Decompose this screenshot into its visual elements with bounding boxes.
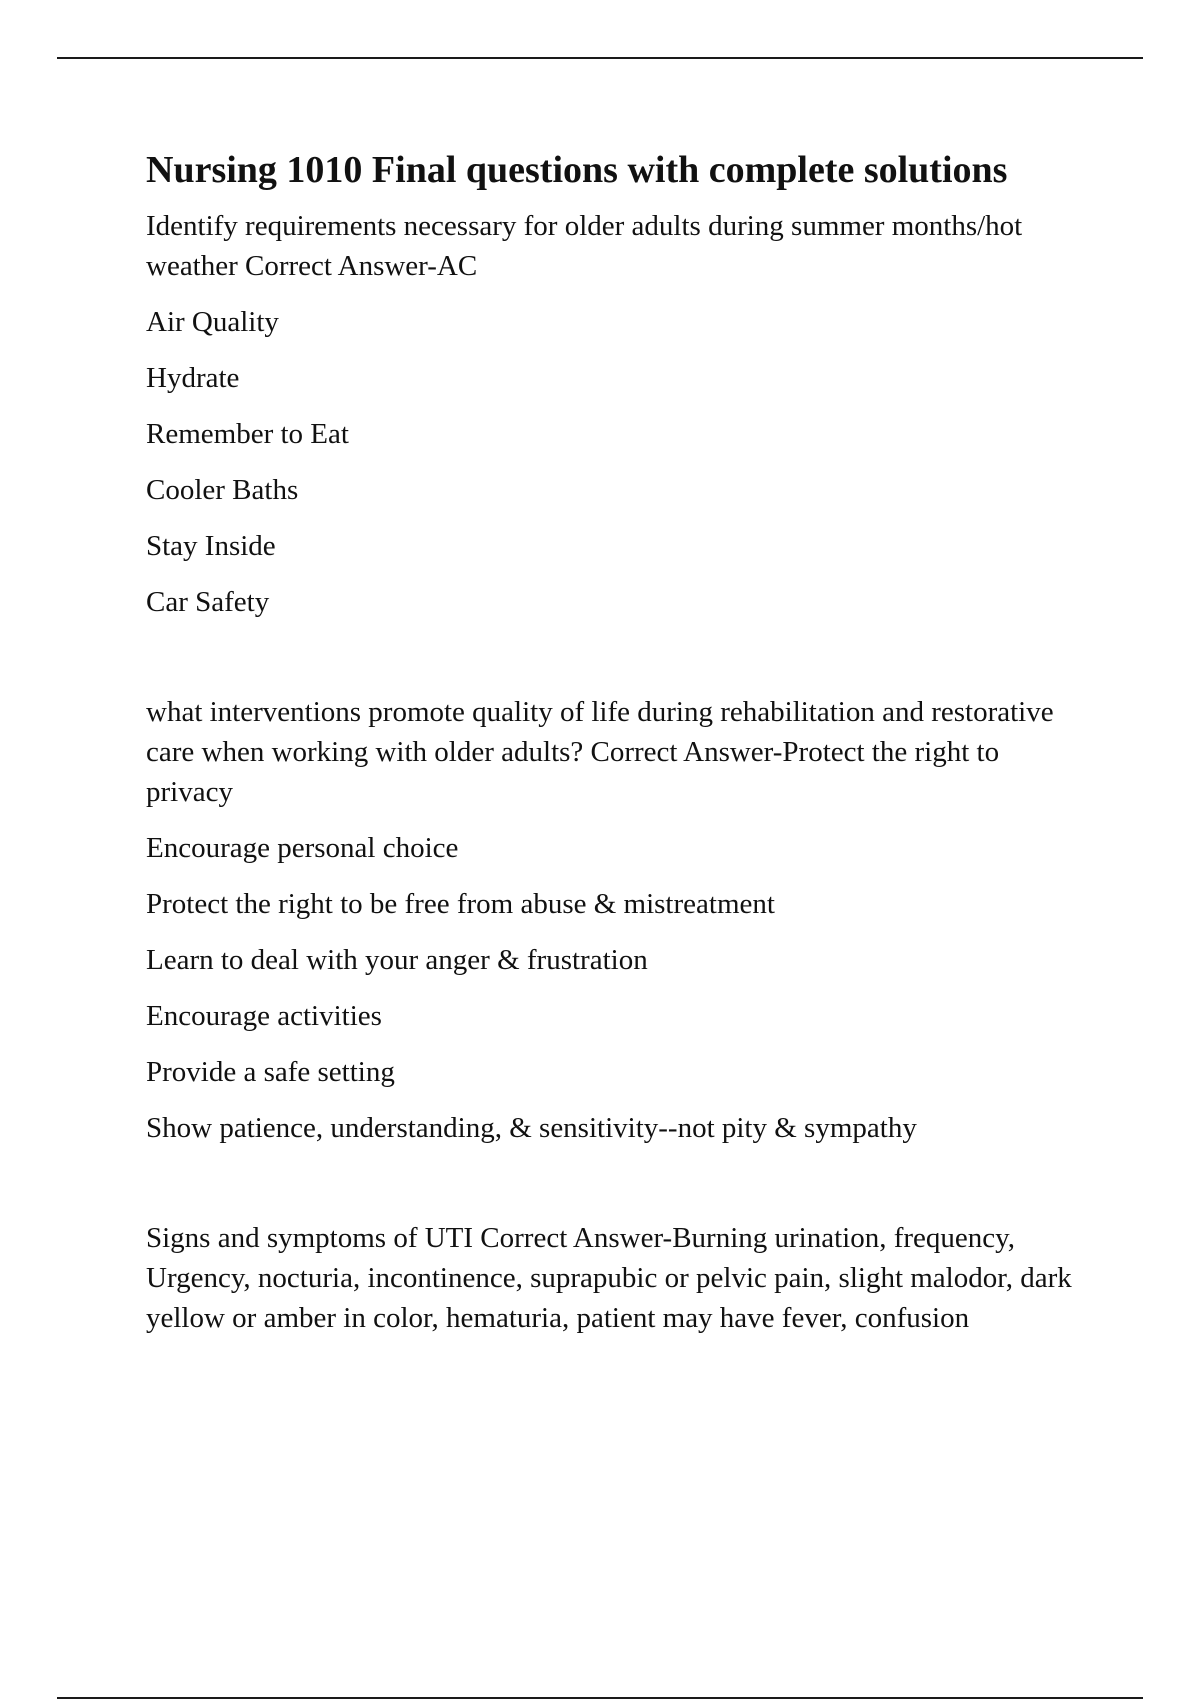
section-spacer xyxy=(146,638,1076,692)
answer-item: Air Quality xyxy=(146,306,279,338)
section-spacer xyxy=(146,1164,1076,1218)
question-2: what interventions promote quality of life during rehabilitation and restorative care when working with older adults? Correct Answer-Protect the right to privacy xyxy=(146,696,1054,808)
answer-item: Learn to deal with your anger & frustration xyxy=(146,944,648,976)
qa-block-2 xyxy=(146,692,1076,1148)
answer-item: Encourage personal choice xyxy=(146,832,459,864)
answer-item: Protect the right to be free from abuse & mistreatment xyxy=(146,888,775,920)
answer-item: Provide a safe setting xyxy=(146,1056,395,1088)
question-1: Identify requirements necessary for older adults during summer months/hot weather Correct Answer-AC xyxy=(146,210,1023,282)
answer-item: Car Safety xyxy=(146,586,270,618)
footer-rule xyxy=(57,1697,1143,1699)
answer-item: Hydrate xyxy=(146,362,240,394)
document-title: Nursing 1010 Final questions with complete solutions xyxy=(146,149,1008,191)
document-body xyxy=(146,144,1076,1354)
answer-item: Cooler Baths xyxy=(146,474,299,506)
qa-block-1 xyxy=(146,206,1076,622)
qa-block-3 xyxy=(146,1218,1076,1338)
answer-item: Stay Inside xyxy=(146,530,276,562)
answer-item: Remember to Eat xyxy=(146,418,349,450)
answer-item: Encourage activities xyxy=(146,1000,382,1032)
answer-item: Show patience, understanding, & sensitivity--not pity & sympathy xyxy=(146,1112,917,1144)
header-rule xyxy=(57,57,1143,59)
question-3: Signs and symptoms of UTI Correct Answer-Burning urination, frequency, Urgency, nocturia, incontinence, suprapubic or pelvic pain, slight malodor, dark yellow or amber in color, hematuria, patient may have fever, confusion xyxy=(146,1222,1072,1334)
